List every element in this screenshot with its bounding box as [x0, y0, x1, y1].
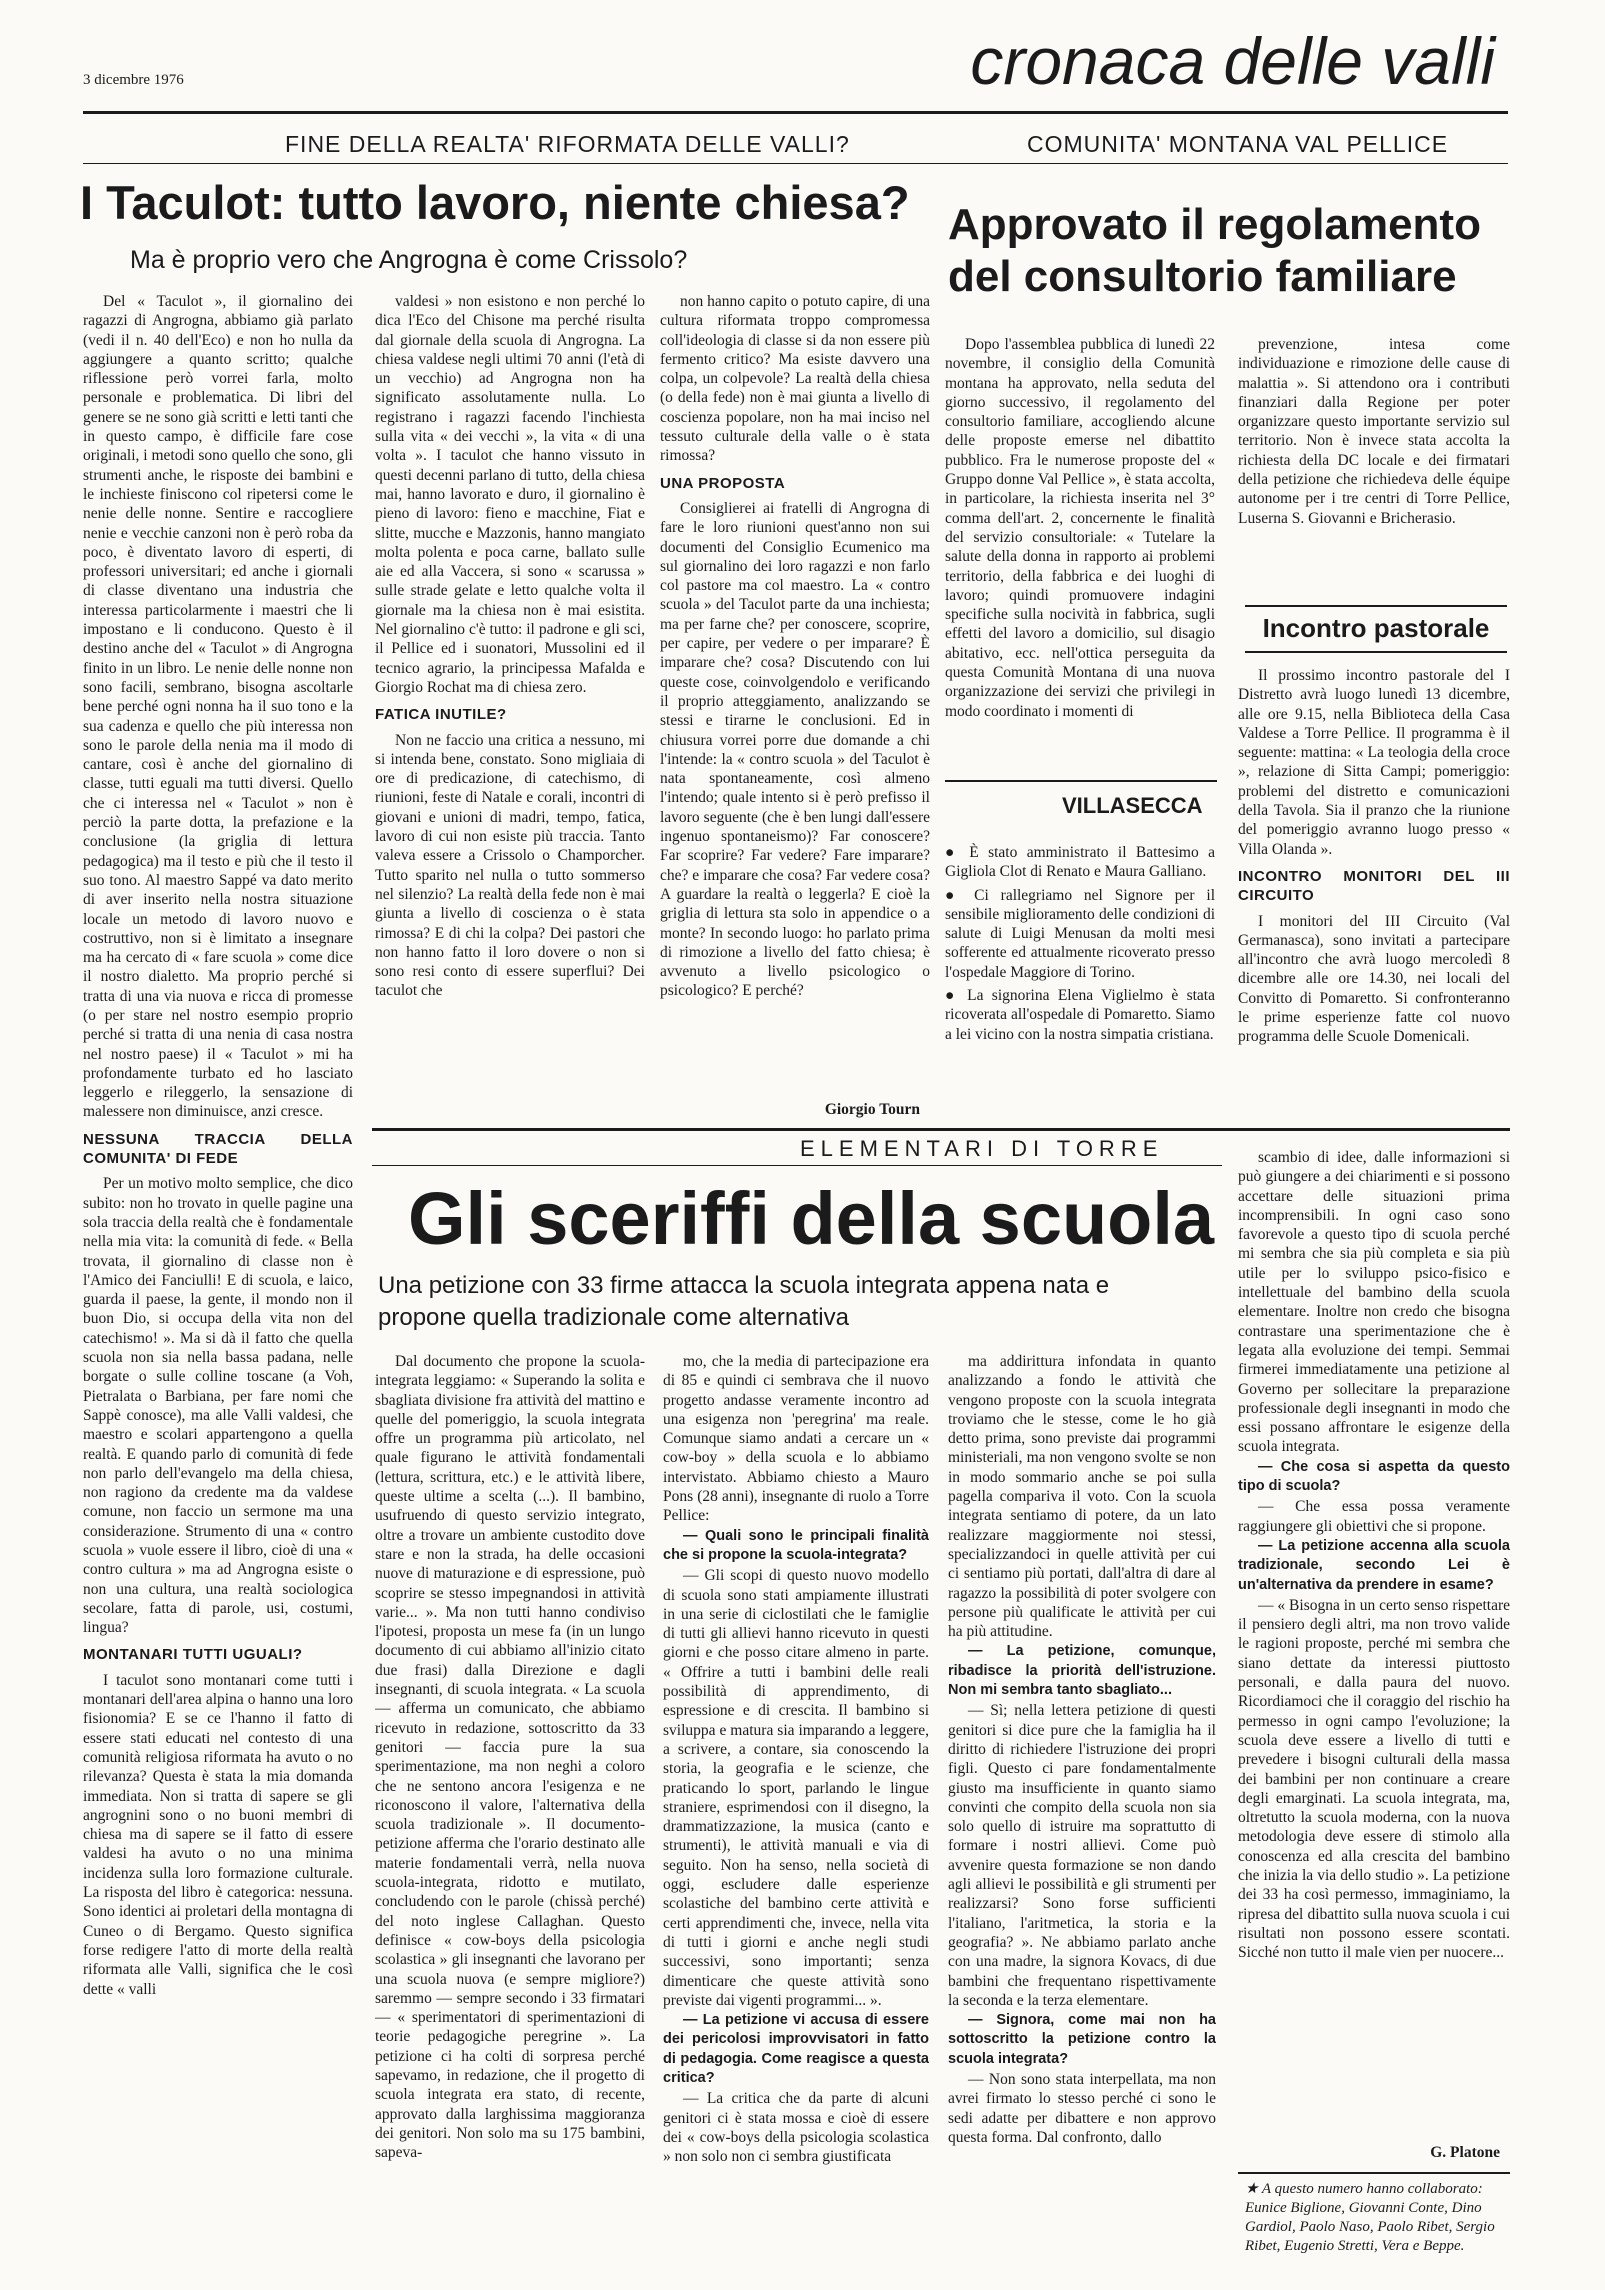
paragraph: — « Bisogna in un certo senso rispettare il pensiero degli altri, ma non trovo valide le ragioni proposte, perché mi sembra che siano dettate da interessi piuttosto personali, e dalla paura del nuovo. Ricordiamoci che il coraggio del rischio ha permesso in ogni campo l'evoluzione; la scuola deve essere a livello di tutti e prevedere i bisogni culturali della massa dei bambini per non continuare a creare degli emarginati. La scuola integrata, ma, oltretutto la scuola moderna, con la nuova metodologia deve essere di stimolo alla conoscenza ed alla crescita del bambino che inizia la via dello studio ». La petizione dei 33 ha così permesso, immaginiamo, la ripresa del dibattito sulla nuova scuola i cui risultati non possono essere scontati. Sicché non tutto il male vien per nuocere...	[1238, 1596, 1510, 1962]
villasecca-title: VILLASECCA	[1062, 793, 1203, 818]
question: — Quali sono le principali finalità che si propone la scuola-integrata?	[663, 1527, 929, 1563]
paragraph: Il prossimo incontro pastorale del I Distretto avrà luogo lunedì 13 dicembre, alle ore 9.15, nella Biblioteca della Casa Valdese a Torre Pellice. Il programma è il seguente: mattina: « La teologia della croce », relazione di Sitta Campi; pomeriggio: problemi del distretto e comunicazioni della Tavola. Sia il pranzo che la riunione del pomeriggio avranno luogo presso « Villa Olanda ».	[1238, 667, 1510, 858]
article1-subhead: Ma è proprio vero che Angrogna è come Crissolo?	[130, 246, 688, 274]
question: — La petizione accenna alla scuola tradizionale, secondo Lei è un'alternativa da prendere in esame?	[1238, 1537, 1510, 1593]
paragraph: Dopo l'assemblea pubblica di lunedì 22 novembre, il consiglio della Comunità montana ha approvato, nella seduta del giorno successivo, il regolamento del consultorio familiare, accogliendo alcune delle proposte emerse nel dibattito pubblico. Fra le numerose proposte del « Gruppo donne Val Pellice », è stata accolta, in particolare, la richiesta inserita nel 3° comma dell'art. 2, concernente le finalità del servizio consultoriale: « Tutelare la salute della donna in rapporto ai problemi territorio, della fabbrica e dei luoghi di lavoro; quindi promuovere indagini specifiche sulla nocività in fabbrica, sugli effetti del lavoro a domicilio, sul disagio abitativo, ecc. nell'ottica perseguita da questa Comunità Montana di una nuova organizzazione dei servizi che privilegi in modo coordinato i momenti di	[945, 336, 1215, 720]
paragraph: — La critica che da parte di alcuni genitori ci è stata mossa e cioè di essere dei « cow-boys della psicologia scolastica » non solo non ci sembra giustificata	[663, 2090, 929, 2166]
article2-headline-line1: Approvato il regolamento	[948, 200, 1481, 249]
article3-column-3	[948, 1352, 1216, 2287]
article3-kicker-rule	[372, 1165, 1222, 1166]
pastorale-body	[1238, 666, 1510, 1116]
header-rule	[83, 111, 1508, 114]
article3-column-2	[663, 1352, 929, 2287]
kicker-left: FINE DELLA REALTA' RIFORMATA DELLE VALLI?	[285, 131, 850, 157]
credits-rule	[1238, 2172, 1510, 2174]
article2-column-1	[945, 335, 1215, 770]
section-divider	[372, 1128, 1510, 1131]
paragraph: ma addirittura infondata in quanto analizzando a fondo le attività che vengono proposte con la scuola integrata troviamo che le stesse, come le ho già detto prima, sono previste dai programmi ministeriali, ma non vengono svolte se non in modo sommario anche se poi sulla pagella compariva il voto. Con la scuola integrata sentiamo di potere, da un lato realizzare maggiormente noi stessi, specializzandoci in quelle attività per cui ci sentiamo più portati, dall'altra di dare al ragazzo la possibilità di poter svolgere con persone più qualificate le attività per cui ha più attitudine.	[948, 1353, 1216, 1641]
paragraph: valdesi » non esistono e non perché lo dica l'Eco del Chisone ma perché risulta dal giornale della scuola di Angrogna. La chiesa valdese negli ultimi 70 anni (l'età di un vecchio) ad Angrogna non ha significato assolutamente nulla. Lo registrano i ragazzi facendo l'inchiesta sulla vita « dei vecchi », la vita « di una volta ». I taculot che hanno vissuto in questi decenni parlano di tutto, della chiesa mai, hanno lavorato e duro, il giornalino è pieno di lavoro: fieno e macchine, Fiat e slitte, mucche e Mazzonis, hanno mangiato molta polenta e poca carne, ballato sulle aie ed alla Vaccera, si sono « scarussa » sulle strade gelate e letto qualche volta il giornale ma la chiesa non è mai esistita. Nel giornalino c'è tutto: il padrone e gli sci, il Pellice ed i suonatori, Mussolini ed il tecnico agrario, la principessa Mafalda e Giorgio Rochat ma di chiesa zero.	[375, 293, 645, 696]
paragraph: — Sì; nella lettera petizione di questi genitori si dice pure che la famiglia ha il diritto di richiedere l'istruzione dei propri figli. Questo ci pare fondamentalmente giusto ma insufficiente in quanto siamo convinti che compito della scuola non sia solo quello di istruire ma soprattutto di formare i nostri allievi. Come può avvenire questa formazione se non dando agli allievi le possibilità e gli strumenti per realizzarsi? Sono forse sufficienti l'italiano, l'aritmetica, la storia e la geografia? ». Ne abbiamo parlato anche con una madre, la signora Kovacs, di due bambini che frequentano rispettivamente la seconda e la terza elementare.	[948, 1702, 1216, 2009]
paragraph: Consiglierei ai fratelli di Angrogna di fare le loro riunioni quest'anno non sui documenti del Consiglio Ecumenico ma sul giornalino dei loro ragazzi e non farlo col pastore ma col maestro. La « contro scuola » del Taculot parte da una inchiesta; ma per farne che? per conoscere, scoprire, per capire, per vedere o per imparare? È imparare che? cosa? Discutendo con lui queste cose, coinvolgendolo e verificando il proprio atteggiamento, analizzando se stessi e tirarne le conclusioni. Ed in chiusura vorrei porre due domande a chi l'intende: la « contro scuola » del Taculot è nata spontaneamente, così almeno l'intendo; quale intento si è però prefisso il lavoro seguente (che è ben lungi dall'essere ingenuo spontaneismo)? Far conoscere? Far scoprire? Far vedere? Fare imparare? che? e imparare che cosa? Far vedere cosa? A guardare la realtà o leggerla? E cioè la griglia di lettura sta solo in appendice o a monte? In secondo luogo: ho parlato prima di rimozione a livello del fatto chiesa; è avvenuto a livello psicologico o psicologico? E perché?	[660, 499, 930, 1000]
article2-column-2	[1238, 335, 1510, 595]
page-date: 3 dicembre 1976	[83, 72, 184, 88]
article3-column-1	[375, 1352, 645, 2287]
paragraph: I monitori del III Circuito (Val Germanasca), sono invitati a partecipare all'incontro che avrà luogo mercoledì 8 dicembre alle ore 14.30, nei locali del Convitto di Pomaretto. Si confronteranno le prime esperienze fatte col nuovo programma delle Scuole Domenicali.	[1238, 912, 1510, 1046]
article3-kicker: ELEMENTARI DI TORRE	[800, 1136, 1164, 1161]
header-rule-2	[83, 163, 1508, 164]
subheading: FATICA INUTILE?	[375, 706, 507, 724]
question: — Signora, come mai non ha sottoscritto la petizione contro la scuola integrata?	[948, 2012, 1216, 2067]
question: — Che cosa si aspetta da questo tipo di scuola?	[1238, 1458, 1510, 1495]
paragraph: non hanno capito o potuto capire, di una cultura riformata troppo compromessa coll'ideologia di classe si da non essere più fermento critico? Ma esiste davvero una colpa, un colpevole? La realtà della chiesa (o della fede) non è mai giunta a livello di coscienza popolare, non ha mai inciso nel tessuto culturale della valle o è stata rimossa?	[660, 293, 930, 465]
section-title: cronaca delle valli	[970, 24, 1495, 98]
article2-headline-line2: del consultorio familiare	[948, 252, 1457, 301]
paragraph: Non ne faccio una critica a nessuno, mi si intenda bene, constato. Sono migliaia di ore di predicazione, di catechismo, di riunioni, feste di Natale e corali, incontri di giovani e unioni di madri, tempo, fatica, lavoro di cui non esiste più traccia. Tanto valeva essere a Crissolo o Champorcher. Tutto sparito nel nulla o tutto sommerso nel silenzio? La realtà della fede non è mai giunta a livello di coscienza o è stata rimossa? E di chi la colpa? Dei pastori che non hanno fatto il loro dovere o non si sono resi conto di essere superflui? Dei taculot che	[375, 731, 645, 1000]
list-item: ● La signorina Elena Viglielmo è stata ricoverata all'ospedale di Pomaretto. Siamo a lei vicino con la nostra simpatia cristiana.	[945, 987, 1215, 1043]
article3-subhead-line1: Una petizione con 33 firme attacca la scuola integrata appena nata e	[378, 1272, 1110, 1299]
article3-subhead-line2: propone quella tradizionale come alternativa	[378, 1304, 849, 1331]
article1-column-1	[83, 292, 353, 2287]
subheading: INCONTRO MONITORI DEL III CIRCUITO	[1238, 867, 1510, 905]
paragraph: scambio di idee, dalle informazioni si può giungere a dei chiarimenti e si possono accettare delle situazioni prima incomprensibili. In ogni caso sono favorevole a questo tipo di scuola perché mi sembra che sia più completa e sia più utile per lo sviluppo psico-fisico e intellettuale del bambino della scuola elementare. Inoltre non credo che bisogna contrastare una sperimentazione che è legata alla evoluzione dei tempi. Semmai firmerei immediatamente una petizione al Governo per sollecitare la preparazione professionale degli insegnanti in modo che essi possano affrontare le esigenze della scuola integrata.	[1238, 1149, 1510, 1456]
credits: ★ A questo numero hanno collaborato: Eunice Biglione, Giovanni Conte, Dino Gardiol, Paolo Naso, Paolo Ribet, Sergio Ribet, Eugenio Stretti, Vera e Beppe.	[1245, 2181, 1495, 2254]
paragraph: mo, che la media di partecipazione era di 85 e quindi ci sembrava che il nuovo progetto andasse veramente incontro ad una esigenza non 'peregrina' ma reale. Comunque siamo andati a cercare un « cow-boy » della scuola e lo abbiamo intervistato. Abbiamo chiesto a Mauro Pons (28 anni), insegnante di ruolo a Torre Pellice:	[663, 1353, 929, 1525]
paragraph: Dal documento che propone la scuola-integrata leggiamo: « Superando la solita e sbagliata divisione fra attività del mattino e quelle del pomeriggio, la scuola integrata offre un programma più articolato, nel quale figurano le attività fondamentali (lettura, scrittura, etc.) e le attività libere, queste ultime a scelta (...). Il bambino, usufruendo di questo servizio integrato, oltre a trovare un ambiente custodito dove stare e non la strada, ha delle occasioni nuove di maturazione e di espressione, può scoprire se stesso impegnandosi in attività varie... ». Ma non tutti hanno condiviso l'ipotesi, proposta un mese fa (in un lungo documento di cui abbiamo all'inizio citato due frasi) dalla Direzione e dagli insegnanti, di scuola integrata. « La scuola — afferma un comunicato, che abbiamo ricevuto in redazione, sottoscritto da 33 genitori — faccia pure la sua sperimentazione, ma non neghi a coloro che ne sentono ancora l'esigenza e ne riconoscono il valore, l'alternativa della scuola tradizionale ». Il documento-petizione afferma che l'orario destinato alle materie fondamentali verrà, nella nuova scuola-integrata, ridotto e mutilato, concludendo con le parole (chissà perché) del noto inglese Callaghan. Questo definisce « cow-boys della psicologia scolastica » gli insegnanti che lavorano per una scuola nuova (e sempre migliore?) saremmo — sempre secondo i 33 firmatari — « sperimentatori di sperimentazioni di teorie pedagogiche peregrine ». La petizione ci ha colti di sorpresa perché sapevamo, in redazione, che il progetto di scuola integrata era stato, di recente, approvato dalla larghissima maggioranza dei genitori. Non solo ma su 175 bambini, sapeva-	[375, 1353, 645, 2162]
question: — La petizione vi accusa di essere dei pericolosi improvvisatori in fatto di pedagogia. Come reagisce a questa critica?	[663, 2012, 929, 2086]
subheading: MONTANARI TUTTI UGUALI?	[83, 1646, 303, 1664]
list-item: ● Ci rallegriamo nel Signore per il sensibile miglioramento delle condizioni di salute di Luigi Menusan da molti mesi sofferente ed attualmente ricoverato presso l'ospedale Maggiore di Torino.	[945, 886, 1215, 981]
paragraph: Del « Taculot », il giornalino dei ragazzi di Angrogna, abbiamo già parlato (vedi il n. 40 dell'Eco) e non ho nulla da aggiungere a quanto scritto; qualche riflessione però vorrei farla, molto personale e problematica. Di libri del genere se ne sono già scritti e letti tanti che in questo campo, è difficile fare cose originali, i metodi sono quello che sono, gli strumenti anche, le risposte dei bambini e le inchieste finiscono col ripetersi come le nenie delle nonne. Sentire e raccogliere nenie e vecchie canzoni non è però roba da poco, è diventato lavoro di esperti, di professori universitari; ed anche i giornali di classe diventano una industria che interessa particolarmente i maestri che li impostano e li conducono. Questo è il destino anche del « Taculot » di Angrogna finito in un libro. Le nenie delle nonne non sono facili, sembrano, bisogna ascoltarle bene perché ogni nonna ha il suo tono e la sua cadenza e quello che più interessa non sono le parole della nenia ma il modo di cantare, così è anche del giornalino di classe, tutti eguali ma tutti diversi. Quello che ci interessa nel « Taculot » non è perciò la parte dotta, la prefazione e la conclusione (la griglia di lettura pedagogica) ma il testo e più che il testo il suo tono. Al maestro Sappé va dato merito di aver inserito nella nostra situazione locale un metodo di lavoro nuovo e costruttivo, non si è limitato a insegnare ma ha cercato di « fare scuola » come dice il nostro dialetto. Ma proprio perché si tratta di una via nuova e ricca di promesse (o per stare nel nostro esempio proprio perché si tratta di una nenia di casa nostra nel nostro paese) il « Taculot » mi ha profondamente turbato ed ho lasciato leggerlo e rileggerlo, la sensazione di malessere non diminuisce, anzi cresce.	[83, 293, 353, 1121]
kicker-right: COMUNITA' MONTANA VAL PELLICE	[1027, 131, 1449, 157]
pastorale-title: Incontro pastorale	[1262, 613, 1490, 643]
article3-column-4	[1238, 1148, 1510, 2138]
article3-headline: Gli sceriffi della scuola	[408, 1177, 1215, 1260]
paragraph: prevenzione, intesa come individuazione e rimozione delle cause di malattia ». Si attendono ora i contributi finanziari dalla Regione per poter organizzare questo importante servizio sul territorio. Non è invece stata accolta la richiesta della DC locale e dei firmatari della petizione che richiedeva delle équipe autonome per i tre centri di Torre Pellice, Luserna S. Giovanni e Bricherasio.	[1238, 336, 1510, 527]
paragraph: — Che essa possa veramente raggiungere gli obiettivi che si propone.	[1238, 1498, 1510, 1535]
paragraph: — Non sono stata interpellata, ma non avrei firmato lo stesso perché ci sono le sedi adatte per dibattere e non approvo questa forma. Dal confronto, dallo	[948, 2070, 1216, 2146]
subheading: UNA PROPOSTA	[660, 474, 786, 492]
question: — La petizione, comunque, ribadisce la priorità dell'istruzione. Non mi sembra tanto sbagliato...	[948, 1643, 1216, 1699]
paragraph: Per un motivo molto semplice, che dico subito: non ho trovato in quelle pagine una sola traccia della realtà che è fondamentale nella mia vita: la comunità di fede. « Bella trovata, il giornalino di classe non è l'Amico dei Fanciulli! E di scuola, e laico, guarda il paese, la gente, il mondo non il buon Dio, si occupa della vita non del catechismo! ». Ma si dà il fatto che quella scuola non sia nella bassa padana, nelle borgate o sulle colline toscane (a Voh, Pietralata o Barbiana, per fare nomi che Sappè conosce), ma alle Valli valdesi, che maestro e scolari appartengono a quella realtà. E quando parlo di comunità di fede non parlo dell'evangelo ma della chiesa, non ragiono da credente ma da valdese comune, non faccio un sermone ma una considerazione. Strumento di una « contro scuola » vuole essere il libro, cioè di una « contro cultura » ma ad Angrogna esiste o non una cultura, una realtà sociologica secolare, fatta di parole, usi, costumi, lingua?	[83, 1175, 353, 1637]
article1-headline: I Taculot: tutto lavoro, niente chiesa?	[80, 176, 910, 229]
article1-column-2	[375, 292, 645, 1222]
subheading: NESSUNA TRACCIA DELLA COMUNITA' DI FEDE	[83, 1130, 353, 1168]
villasecca-list	[945, 843, 1215, 1113]
pastorale-box	[1245, 605, 1507, 653]
villasecca-rule	[945, 780, 1217, 782]
article1-signature: Giorgio Tourn	[824, 1101, 920, 1118]
paragraph: I taculot sono montanari come tutti i montanari dell'area alpina o hanno una loro fisionomia? E se ce l'hanno il fatto di essere stati educati nel contesto di una comunità religiosa riformata ha avuto o no rilevanza? Questa è stata la mia domanda immediata. Non si tratta di sapere se gli angrognini sono o no buoni membri di chiesa ma di sapere se il fatto di essere valdesi ha avuto o no una minima incidenza sulla loro formazione culturale. La risposta del libro è categorica: nessuna. Sono identici ai proletari della montagna di Cuneo o di Bergamo. Questo significa forse redigere l'atto di morte della realtà riformata alle Valli, significa che le così dette « valli	[83, 1671, 353, 1998]
article1-column-3	[660, 292, 930, 1122]
article3-signature: G. Platone	[1430, 2144, 1500, 2161]
list-item: ● È stato amministrato il Battesimo a Gigliola Clot di Renato e Maura Galliano.	[945, 844, 1215, 881]
paragraph: — Gli scopi di questo nuovo modello di scuola sono stati ampiamente illustrati in una serie di ciclostilati che le famiglie di tutti gli allievi hanno ricevuto in questi giorni e che posso citare almeno in parte. « Offrire a tutti i bambini delle reali possibilità di apprendimento, di espressione e di crescita. Il bambino si sviluppa e matura sia imparando a leggere, a scrivere, a contare, sia conoscendo la storia, la geografia e le scienze, che praticando lo sport, parlando le lingue straniere, esprimendosi con il disegno, la drammatizzazione, la musica (canto e strumenti), le attività manuali e via di seguito. Non ha senso, nella società di oggi, escludere dalle esperienze scolastiche del bambino certe attività e certi apprendimenti che, invece, nella vita di tutti i giorni e anche negli studi successivi, sono importanti; senza dimenticare che queste attività sono previste dai vigenti programmi... ».	[663, 1567, 929, 2009]
